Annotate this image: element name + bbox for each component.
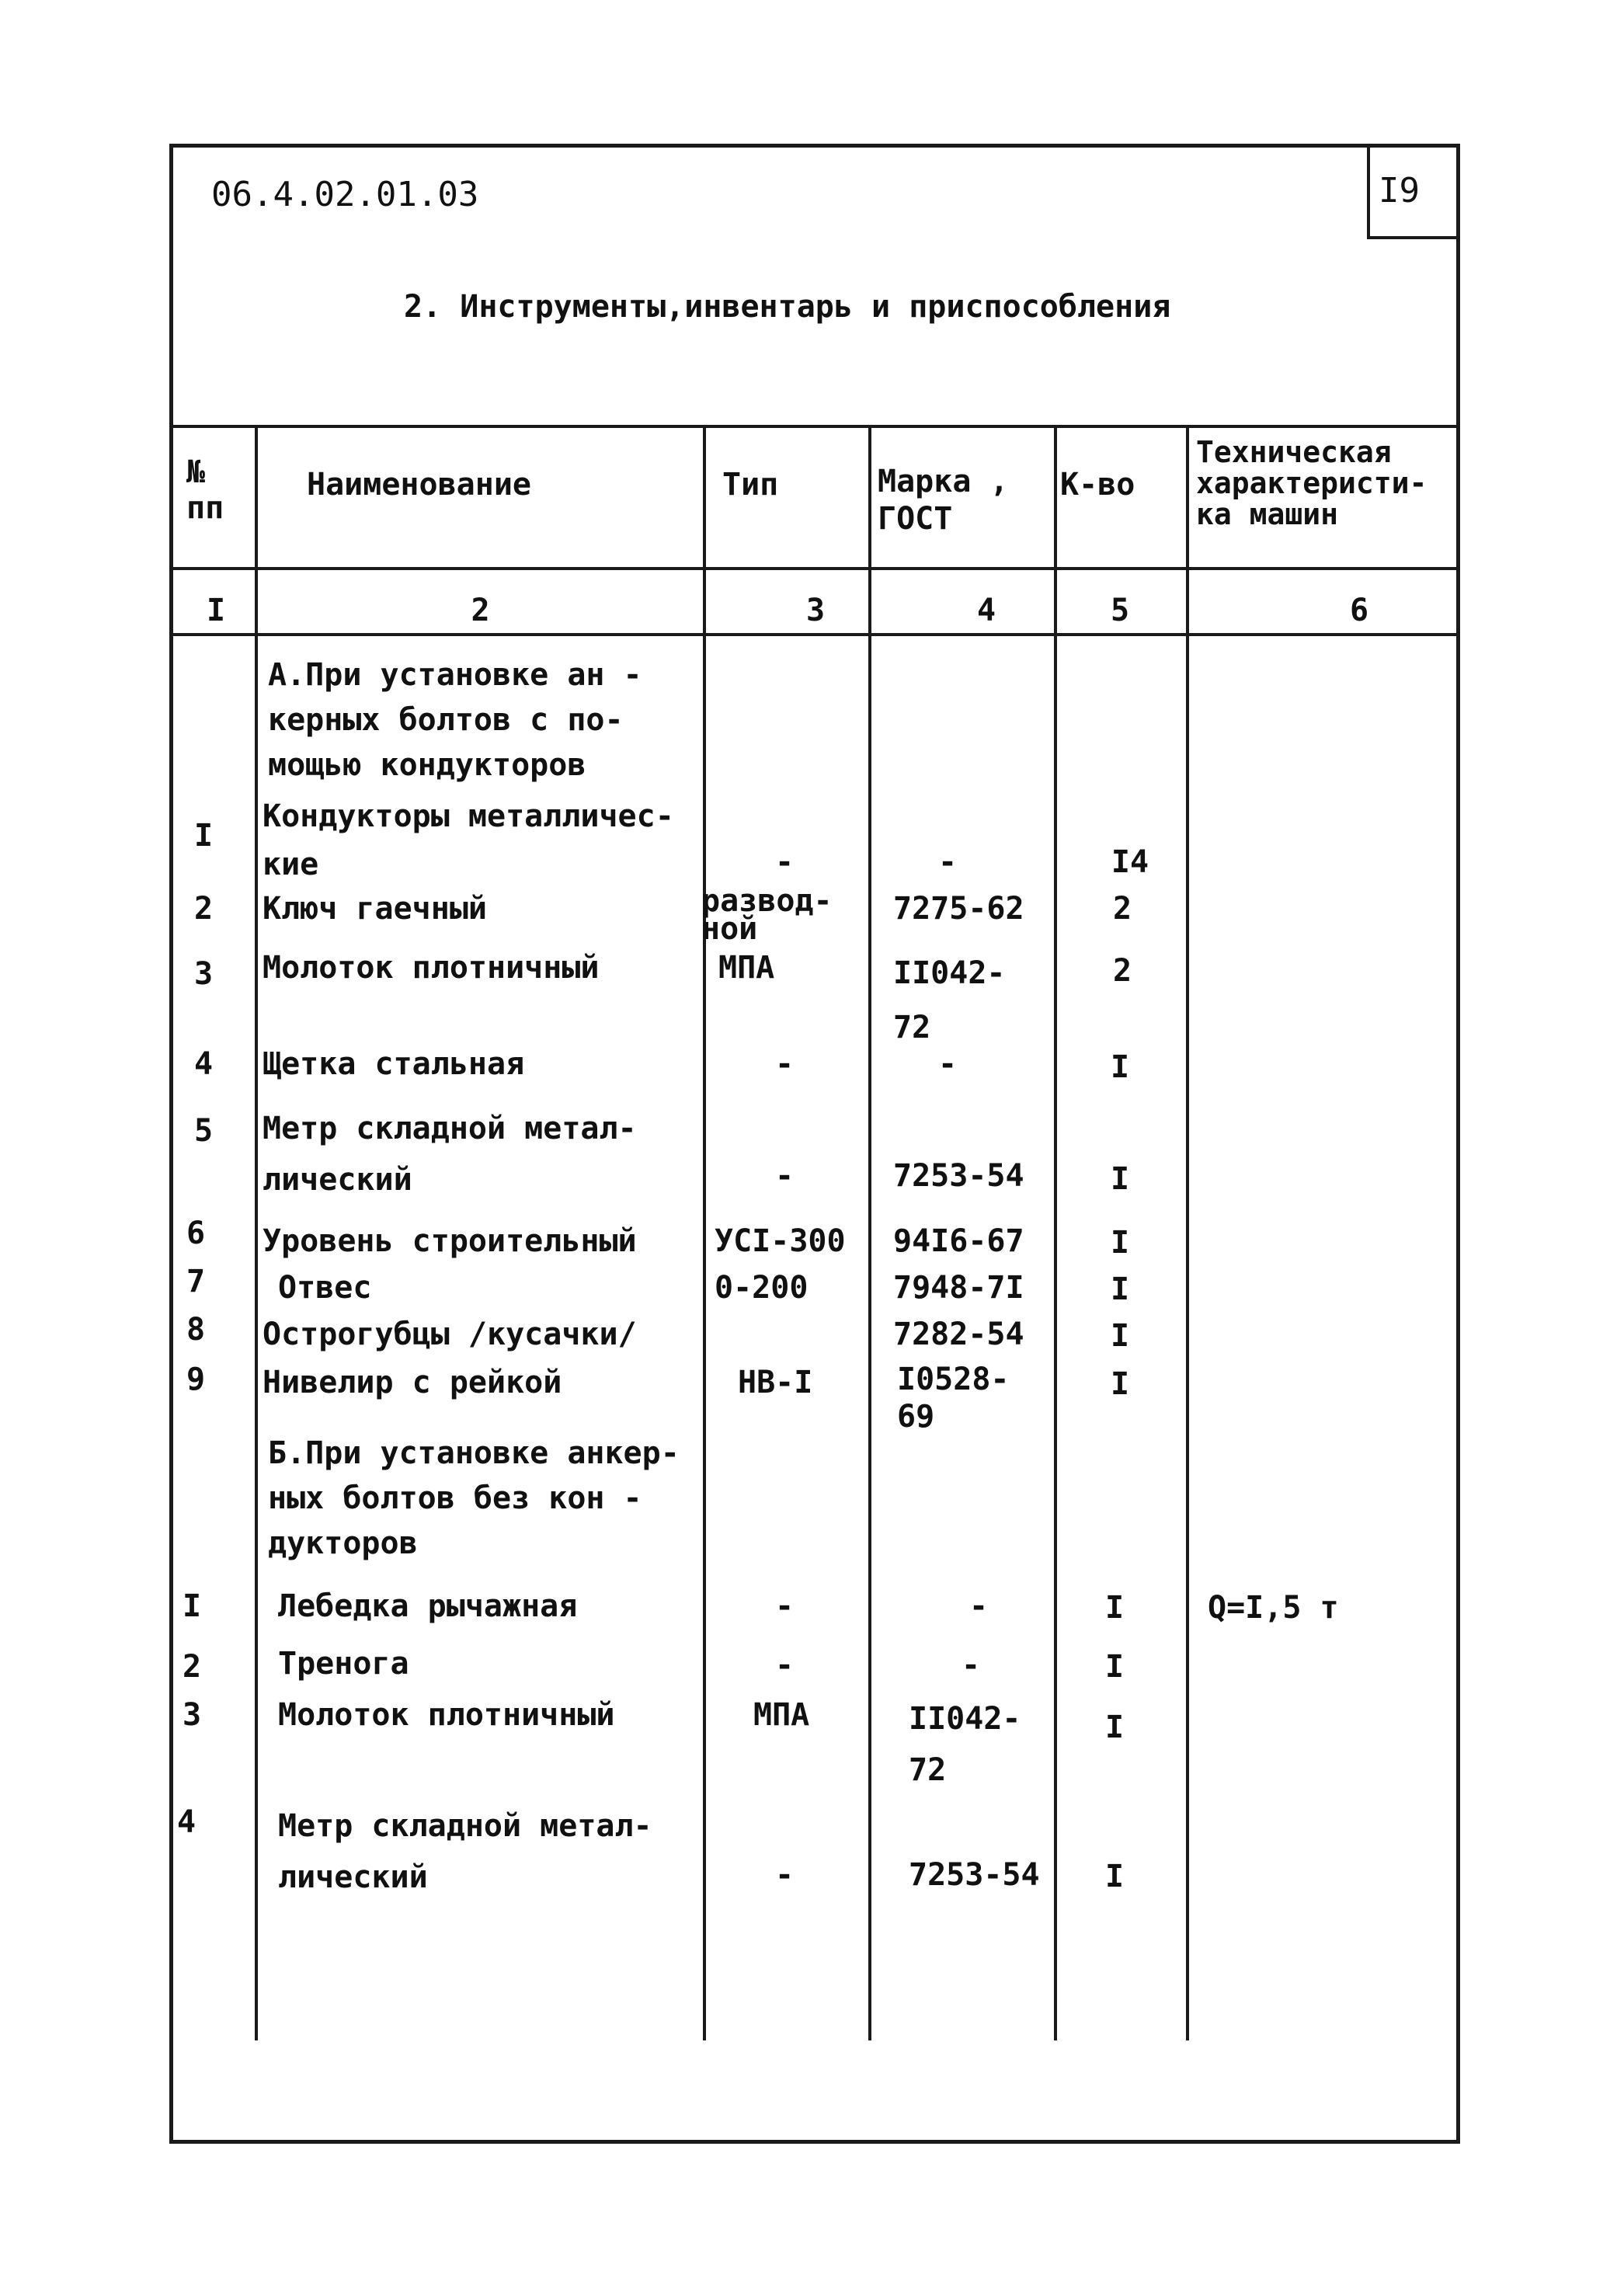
table-row-b1-tech: Q=I,5 т <box>1208 1590 1339 1626</box>
table-row-a4-qty: I <box>1110 1049 1130 1085</box>
table-row-a2-mark: 7275-62 <box>893 891 1024 927</box>
header-type: Тип <box>722 467 779 503</box>
page-number: I9 <box>1379 171 1420 210</box>
colnum-5: 5 <box>1110 593 1130 628</box>
table-row-a2-type: развод- ной <box>701 883 833 947</box>
colnum-4: 4 <box>976 593 996 628</box>
colnum-bottom-rule <box>172 633 1458 636</box>
table-row-a5-qty: I <box>1110 1161 1130 1197</box>
col-divider-1 <box>255 425 258 2040</box>
table-row-a6-mark: 94I6-67 <box>893 1223 1024 1259</box>
table-row-a8-qty: I <box>1110 1318 1130 1354</box>
colnum-2: 2 <box>471 593 490 628</box>
table-row-a1-num: I <box>194 818 214 854</box>
table-row-a5-type: - <box>774 1158 795 1194</box>
section-a-title: А.При установке ан - керных болтов с по- мощью кондукторов <box>268 657 642 783</box>
header-tech: Техническая характеристи- ка машин <box>1196 435 1428 531</box>
table-row-a7-mark: 7948-7I <box>893 1270 1024 1306</box>
header-mark: Марка , ГОСТ <box>878 464 1009 537</box>
header-name: Наименование <box>307 467 531 503</box>
header-qty: К-во <box>1060 467 1135 503</box>
table-row-b2-qty: I <box>1104 1649 1125 1685</box>
table-row-a8-mark: 7282-54 <box>893 1317 1024 1352</box>
table-row-a6-qty: I <box>1110 1225 1130 1261</box>
table-row-b4-mark: 7253-54 <box>909 1857 1040 1893</box>
table-row-a3-num: 3 <box>194 956 214 992</box>
table-row-b1-mark: - <box>968 1588 989 1624</box>
table-row-a4-num: 4 <box>194 1046 214 1082</box>
table-row-b4-name: Метр складной метал- лический <box>278 1808 652 1895</box>
table-row-a7-name: Отвес <box>278 1270 372 1306</box>
table-row-a4-name: Щетка стальная <box>263 1046 525 1082</box>
header-num: № пп <box>186 454 224 526</box>
table-row-b2-num: 2 <box>183 1649 202 1685</box>
table-row-b3-mark: II042- 72 <box>909 1701 1021 1788</box>
table-row-a4-type: - <box>774 1046 795 1082</box>
table-row-a6-name: Уровень строительный <box>263 1223 637 1259</box>
table-row-a3-mark: II042- 72 <box>893 955 1006 1045</box>
table-row-a6-num: 6 <box>186 1216 206 1251</box>
table-row-b3-num: 3 <box>183 1697 202 1733</box>
table-row-a8-num: 8 <box>186 1312 206 1348</box>
page-title: 2. Инструменты,инвентарь и приспособления <box>404 289 1171 325</box>
table-row-b3-type: МПА <box>753 1697 810 1733</box>
table-row-b4-type: - <box>774 1857 795 1893</box>
table-row-a1-type: - <box>774 844 795 880</box>
header-bottom-rule <box>172 567 1458 570</box>
table-row-a9-num: 9 <box>186 1362 206 1397</box>
table-row-a8-name: Острогубцы /кусачки/ <box>263 1317 637 1352</box>
table-row-a5-name: Метр складной метал- лический <box>263 1111 637 1198</box>
table-row-a7-num: 7 <box>186 1264 206 1299</box>
table-row-b1-num: I <box>183 1588 202 1624</box>
table-row-b2-name: Тренога <box>278 1646 409 1682</box>
document-number: 06.4.02.01.03 <box>211 175 479 214</box>
table-row-a9-mark: I0528- 69 <box>897 1362 1010 1435</box>
section-b-title: Б.При установке анкер- ных болтов без кон - дукторов <box>268 1435 680 1561</box>
table-row-a5-num: 5 <box>194 1113 214 1149</box>
col-divider-2 <box>703 425 706 2040</box>
table-row-a5-mark: 7253-54 <box>893 1158 1024 1194</box>
table-row-a9-name: Нивелир с рейкой <box>263 1365 562 1400</box>
table-row-a1-qty: I4 <box>1111 844 1149 880</box>
table-row-b2-mark: - <box>961 1647 981 1683</box>
table-row-a1-mark: - <box>937 844 958 880</box>
table-row-a4-mark: - <box>937 1046 958 1082</box>
col-divider-4 <box>1054 425 1057 2040</box>
table-row-a6-type: УСI-300 <box>715 1223 846 1259</box>
table-row-a3-type: МПА <box>718 950 775 986</box>
table-row-b1-qty: I <box>1104 1590 1125 1626</box>
table-row-a9-qty: I <box>1110 1366 1130 1402</box>
colnum-6: 6 <box>1349 593 1369 628</box>
table-row-a2-name: Ключ гаечный <box>263 891 487 927</box>
table-row-b4-num: 4 <box>177 1804 196 1840</box>
table-row-b4-qty: I <box>1104 1859 1125 1894</box>
colnum-1: I <box>206 593 226 628</box>
table-row-a9-type: НВ-I <box>738 1365 813 1400</box>
table-top-rule <box>172 425 1458 428</box>
table-row-b3-name: Молоток плотничный <box>278 1697 615 1733</box>
col-divider-3 <box>868 425 871 2040</box>
table-row-a2-qty: 2 <box>1112 891 1132 927</box>
table-row-b1-type: - <box>774 1588 795 1624</box>
table-row-a7-type: 0-200 <box>715 1270 809 1306</box>
table-row-b2-type: - <box>774 1647 795 1683</box>
table-row-b1-name: Лебедка рычажная <box>278 1588 578 1624</box>
table-row-a7-qty: I <box>1110 1271 1130 1307</box>
col-divider-5 <box>1186 425 1189 2040</box>
table-row-b3-qty: I <box>1104 1710 1125 1745</box>
colnum-3: 3 <box>805 593 826 628</box>
table-row-a2-num: 2 <box>194 891 214 927</box>
table-row-a1-name: Кондукторы металличес- кие <box>263 798 674 882</box>
table-row-a3-qty: 2 <box>1112 953 1132 989</box>
table-row-a3-name: Молоток плотничный <box>263 950 600 986</box>
